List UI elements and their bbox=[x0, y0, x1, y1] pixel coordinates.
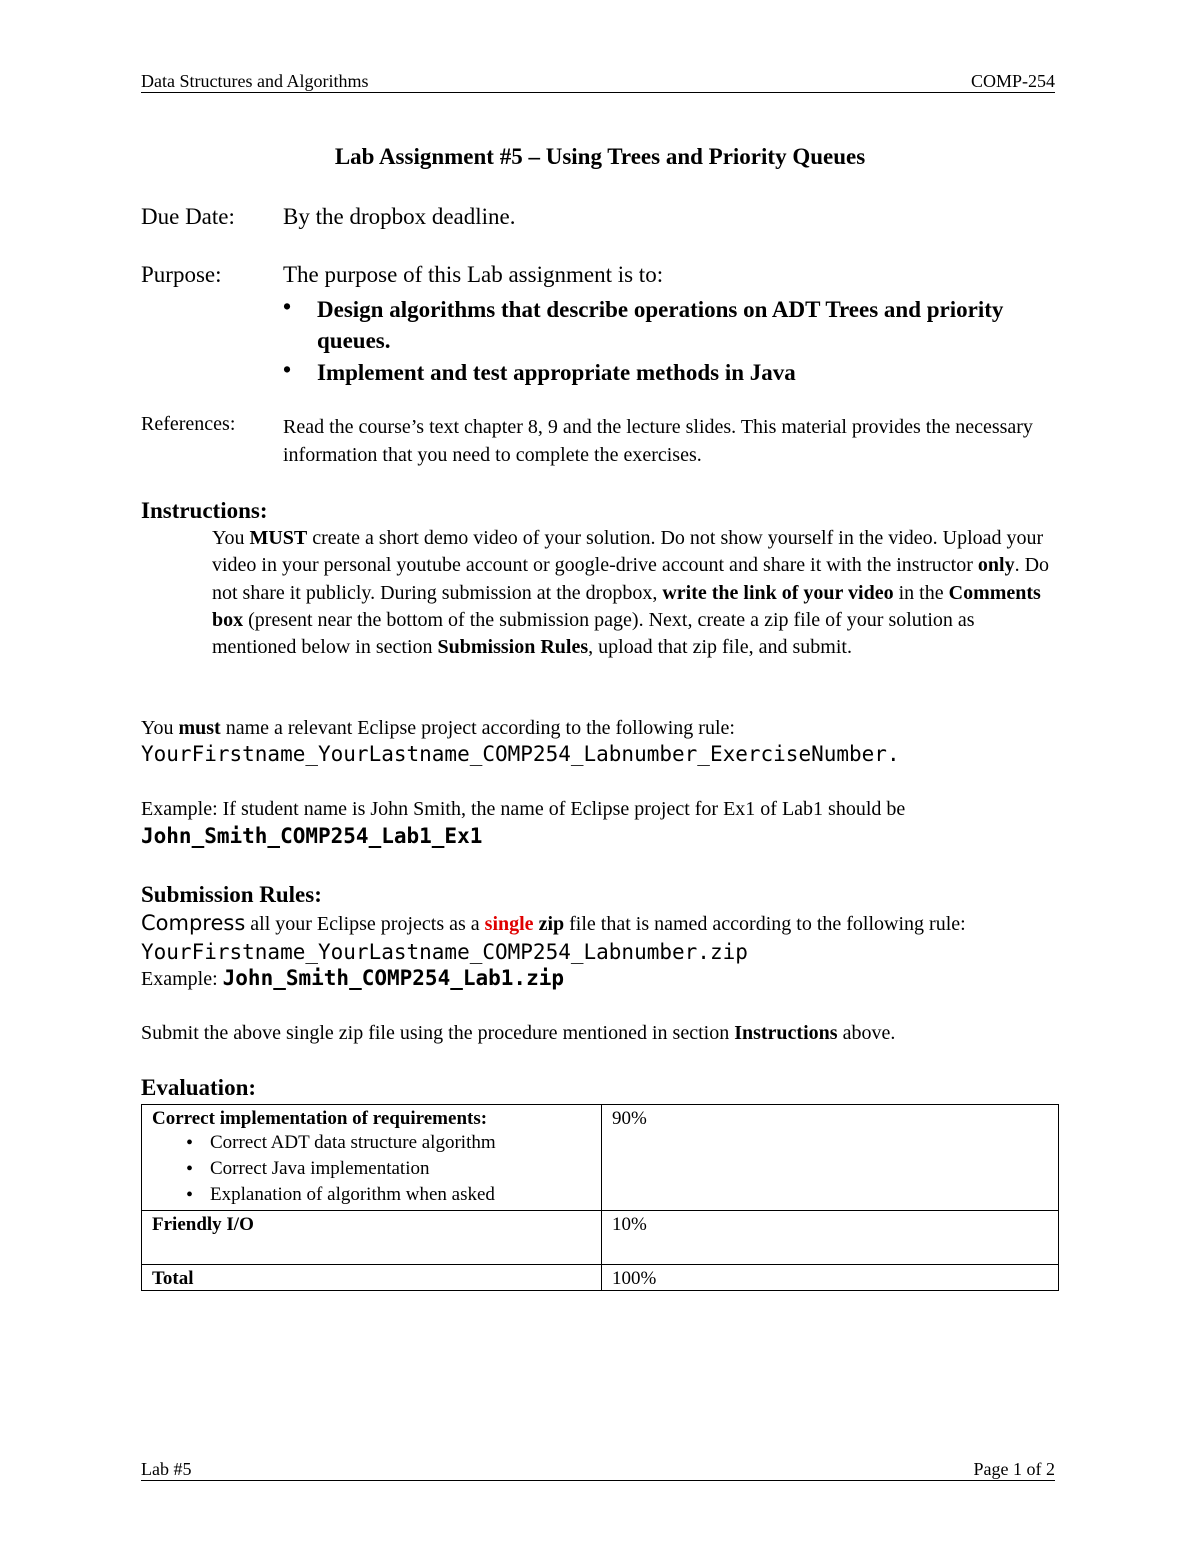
criterion-label: Correct implementation of requirements: bbox=[152, 1108, 488, 1129]
criterion-value: 90% bbox=[602, 1105, 1059, 1211]
criterion-list bbox=[152, 1130, 592, 1208]
course-code: COMP-254 bbox=[970, 71, 1055, 91]
naming-example-text: Example: If student name is John Smith, the name of Eclipse project for Ex1 of Lab1 should be bbox=[141, 798, 906, 820]
purpose-label: Purpose: bbox=[141, 262, 222, 287]
criterion-label: Friendly I/O bbox=[152, 1214, 254, 1235]
due-date-value: By the dropbox deadline. bbox=[283, 204, 516, 229]
submission-rule-text: Compress all your Eclipse projects as a single zip file that is named according to the following rule: YourFirstname_YourLastname_COMP254_Labnumber.zip bbox=[141, 911, 966, 964]
page-header bbox=[141, 70, 1055, 93]
references-text: Read the course’s text chapter 8, 9 and the lecture slides. This material provides the necessary information that you need to complete the exercises. bbox=[283, 416, 1033, 466]
page-number: Page 1 of 2 bbox=[973, 1459, 1055, 1479]
list-item: • Correct Java implementation bbox=[210, 1156, 592, 1182]
instructions-heading: Instructions: bbox=[141, 498, 268, 523]
criterion-label: Total bbox=[152, 1268, 194, 1289]
purpose-bullet-2: Implement and test appropriate methods in Java bbox=[317, 360, 796, 385]
criterion-value: 10% bbox=[602, 1211, 1059, 1265]
naming-pattern: YourFirstname_YourLastname_COMP254_Labnumber_ExerciseNumber. bbox=[141, 742, 900, 766]
table-row bbox=[142, 1211, 1059, 1265]
list-item: • Correct ADT data structure algorithm bbox=[210, 1130, 592, 1156]
table-row bbox=[142, 1105, 1059, 1211]
bullet-icon: • bbox=[283, 294, 292, 319]
document-title: Lab Assignment #5 – Using Trees and Priority Queues bbox=[334, 144, 866, 169]
submission-example: Example: John_Smith_COMP254_Lab1.zip bbox=[141, 966, 565, 990]
list-item: • Explanation of algorithm when asked bbox=[210, 1182, 592, 1208]
naming-example-value: John_Smith_COMP254_Lab1_Ex1 bbox=[141, 824, 483, 848]
evaluation-heading: Evaluation: bbox=[141, 1075, 257, 1100]
submission-pattern: YourFirstname_YourLastname_COMP254_Labnumber.zip bbox=[141, 940, 748, 964]
page-footer bbox=[141, 1458, 1055, 1481]
purpose-bullet-1: Design algorithms that describe operations on ADT Trees and priority queues. bbox=[317, 297, 1004, 353]
submit-instruction: Submit the above single zip file using the procedure mentioned in section Instructions above. bbox=[141, 1022, 896, 1044]
naming-rule-text: You must name a relevant Eclipse project according to the following rule: bbox=[141, 717, 735, 739]
course-name: Data Structures and Algorithms bbox=[141, 71, 369, 91]
lab-number: Lab #5 bbox=[141, 1459, 192, 1479]
due-date-label: Due Date: bbox=[141, 204, 235, 229]
evaluation-table bbox=[141, 1104, 1059, 1291]
bullet-icon: • bbox=[283, 357, 292, 382]
instructions-paragraph: You MUST create a short demo video of your solution. Do not show yourself in the video. Upload your video in your personal youtube account or google-drive account and share it with the instructor only. Do not share it publicly. During submission at the dropbox, write the link of your video in the Comments box (present near the bottom of the submission page). Next, create a zip file of your solution as mentioned below in section Submission Rules, upload that zip file, and submit. bbox=[212, 527, 1050, 659]
criterion-value: 100% bbox=[602, 1265, 1059, 1291]
submission-heading: Submission Rules: bbox=[141, 882, 322, 907]
table-row bbox=[142, 1265, 1059, 1291]
purpose-intro: The purpose of this Lab assignment is to: bbox=[283, 262, 664, 287]
references-label: References: bbox=[141, 413, 236, 435]
